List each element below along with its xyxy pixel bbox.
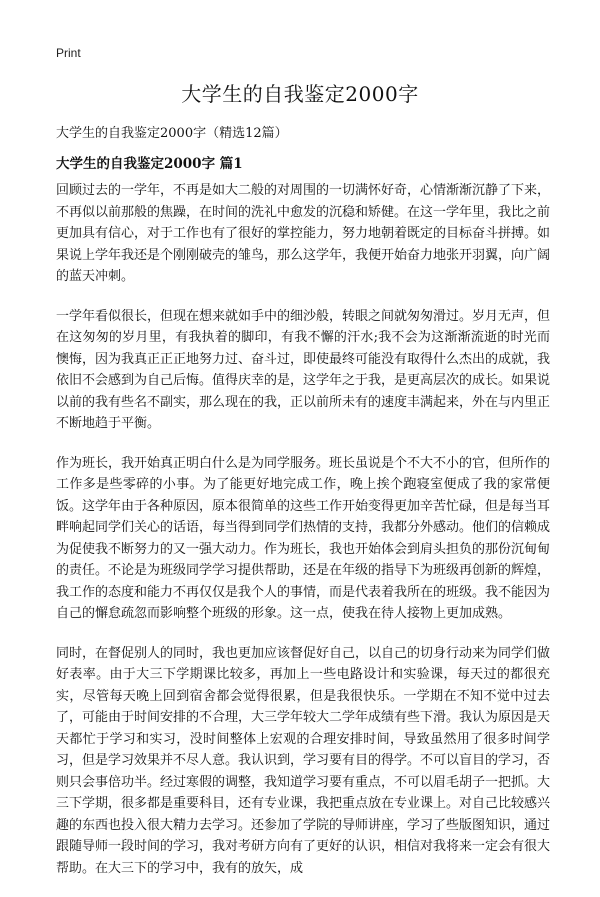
print-label[interactable]: Print — [56, 46, 81, 60]
paragraph: 回顾过去的一学年，不再是如大二般的对周围的一切满怀好奇，心情渐渐沉静了下来，不再似以前那般的焦躁，在时间的洗礼中愈发的沉稳和矫健。在这一学年里，我比之前更加具有信心，对于工作也有了很好的掌控能力，努力地朝着既定的目标奋斗拼搏。如果说上学年我还是个刚刚破壳的雏鸟，那么这学年，我便开始奋力地张开羽翼，向广阔的蓝天冲刺。 — [56, 183, 551, 284]
page-title: 大学生的自我鉴定2000字 — [181, 82, 419, 106]
paragraph: 同时，在督促别人的同时，我也更加应该督促好自己，以自己的切身行动来为同学们做好表率。由于大三下学期课比较多，再加上一些电路设计和实验课，每天过的都很充实，尽管每天晚上回到宿舍都会觉得很累，但是我很快乐。一学期在不知不觉中过去了，可能由于时间安排的不合理，大三学年较大二学年成绩有些下滑。我认为原因是天天都忙于学习和实习，没时间整体上宏观的合理安排时间，导致虽然用了很多时间学习，但是学习效果并不尽人意。我认识到，学习要有目的得学。不可以盲目的学习，否则只会事倍功半。经过寒假的调整，我知道学习要有重点，不可以眉毛胡子一把抓。大三下学期，很多都是重要科目，还有专业课，我把重点放在专业课上。对自己比较感兴趣的东西也投入很大精力去学习。还参加了学院的导师讲座，学习了些版图知识，通过跟随导师一段时间的学习，我对考研方向有了更好的认识，相信对我将来一定会有很大帮助。在大三下的学习中，我有的放矢，成 — [56, 645, 551, 876]
paragraph: 一学年看似很长，但现在想来就如手中的细沙般，转眼之间就匆匆滑过。岁月无声，但在这匆匆的岁月里，有我执着的脚印，有我不懈的汗水;我不会为这渐渐流逝的时光而懊悔，因为我真正正正地努力过、奋斗过，即使最终可能没有取得什么杰出的成就，我依旧不会感到为自己后悔。值得庆幸的是，这学年之于我，是更高层次的成长。如果说以前的我有些名不副实，那么现在的我，正以前所未有的速度丰满起来，外在与内里正不断地趋于平衡。 — [56, 308, 551, 431]
paragraph: 作为班长，我开始真正明白什么是为同学服务。班长虽说是个不大不小的官，但所作的工作多是些零碎的小事。为了能更好地完成工作，晚上挨个跑寝室便成了我的家常便饭。这学年由于各种原因，原本很简单的这些工作开始变得更加辛苦忙碌，但是每当耳畔响起同学们关心的话语，每当得到同学们热情的支持，我都分外感动。他们的信赖成为促使我不断努力的又一强大动力。作为班长，我也开始体会到肩头担负的那份沉甸甸的责任。不论是为班级同学学习提供帮助，还是在年级的指导下为班级再创新的辉煌，我工作的态度和能力不再仅仅是我个人的事情，而是代表着我所在的班级。我不能因为自己的懈怠疏忽而影响整个班级的形象。这一点，使我在待人接物上更加成熟。 — [56, 455, 551, 621]
section-heading: 大学生的自我鉴定2000字 篇1 — [56, 156, 243, 172]
document-body — [56, 180, 550, 897]
document-subtitle: 大学生的自我鉴定2000字（精选12篇） — [56, 126, 288, 141]
